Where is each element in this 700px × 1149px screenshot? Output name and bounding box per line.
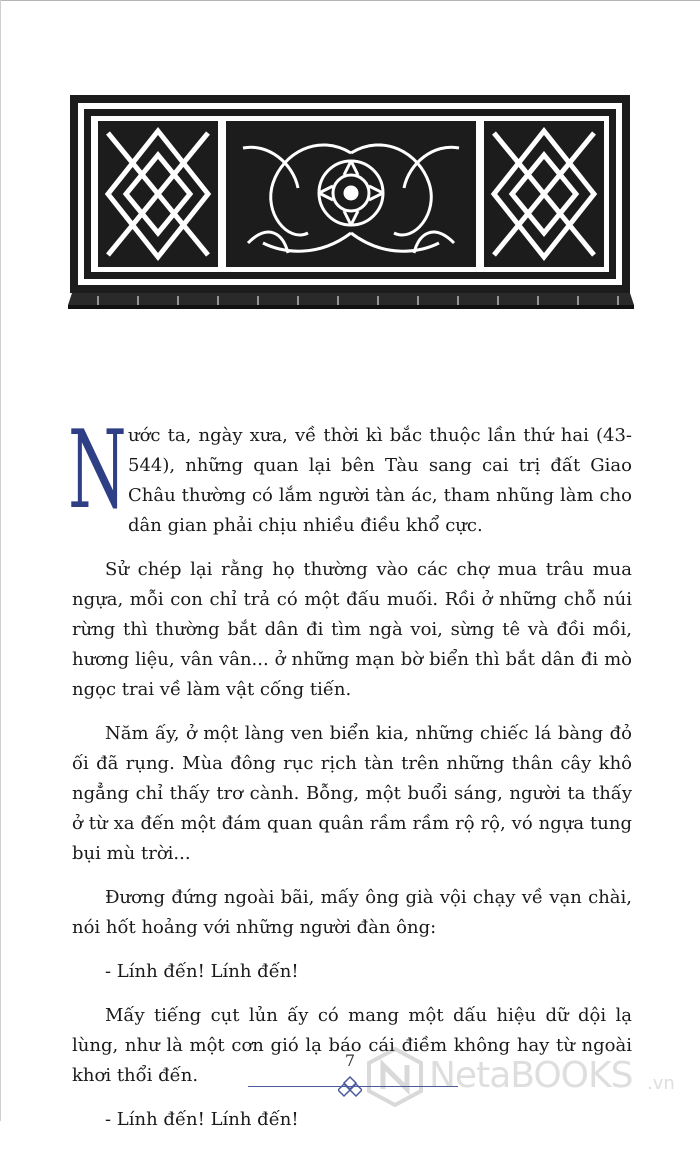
paragraph: Mấy tiếng cụt lủn ấy có mang một dấu hiệu dữ dội lạ lùng, như là một cơn gió lạ báo cái điềm không hay từ ngoài khơi thổi đến.	[72, 1005, 632, 1086]
watermark-suffix: .vn	[647, 1073, 675, 1094]
page-number: 7	[344, 1051, 356, 1070]
carved-panel-ornament	[68, 93, 634, 309]
page-border	[0, 0, 700, 1]
paragraph: Đương đứng ngoài bãi, mấy ông già vội chạy về vạn chài, nói hốt hoảng với những người đàn ông:	[72, 887, 632, 938]
page-border-left	[0, 0, 1, 1121]
paragraph: Năm ấy, ở một làng ven biển kia, những chiếc lá bàng đỏ ối đã rụng. Mùa đông rục rịch tàn trên những thân cây khô ngẳng chỉ thấy trơ cành. Bỗng, một buổi sáng, người ta thấy ở từ xa đến một đám quan quân rầm rầm rộ rộ, vó ngựa tung bụi mù trời...	[72, 723, 632, 864]
drop-cap: N	[68, 408, 127, 533]
watermark-brand: NetaBOOKS	[429, 1055, 633, 1096]
publisher-watermark	[365, 1047, 700, 1111]
paragraph: Sử chép lại rằng họ thường vào các chợ mua trâu mua ngựa, mỗi con chỉ trả có một đấu muối. Rồi ở những chỗ núi rừng thì thường bắt dân đi tìm ngà voi, sừng tê và đồi mồi, hương liệu, vân vân... ở những mạn bờ biển thì bắt dân đi mò ngọc trai về làm vật cống tiến.	[72, 559, 632, 700]
diamond-ornament-icon	[338, 1076, 362, 1098]
dialogue-line: - Lính đến! Lính đến!	[105, 961, 299, 982]
opening-paragraph	[68, 408, 632, 541]
netabooks-logo-icon	[365, 1047, 425, 1107]
dialogue-line: - Lính đến! Lính đến!	[105, 1109, 299, 1130]
chapter-body	[68, 408, 632, 1149]
paragraph-text: ước ta, ngày xưa, về thời kì bắc thuộc lần thứ hai (43-544), những quan lại bên Tàu sang cai trị đất Giao Châu thường có lắm người tàn ác, tham nhũng làm cho dân gian phải chịu nhiều điều khổ cực.	[128, 425, 632, 536]
